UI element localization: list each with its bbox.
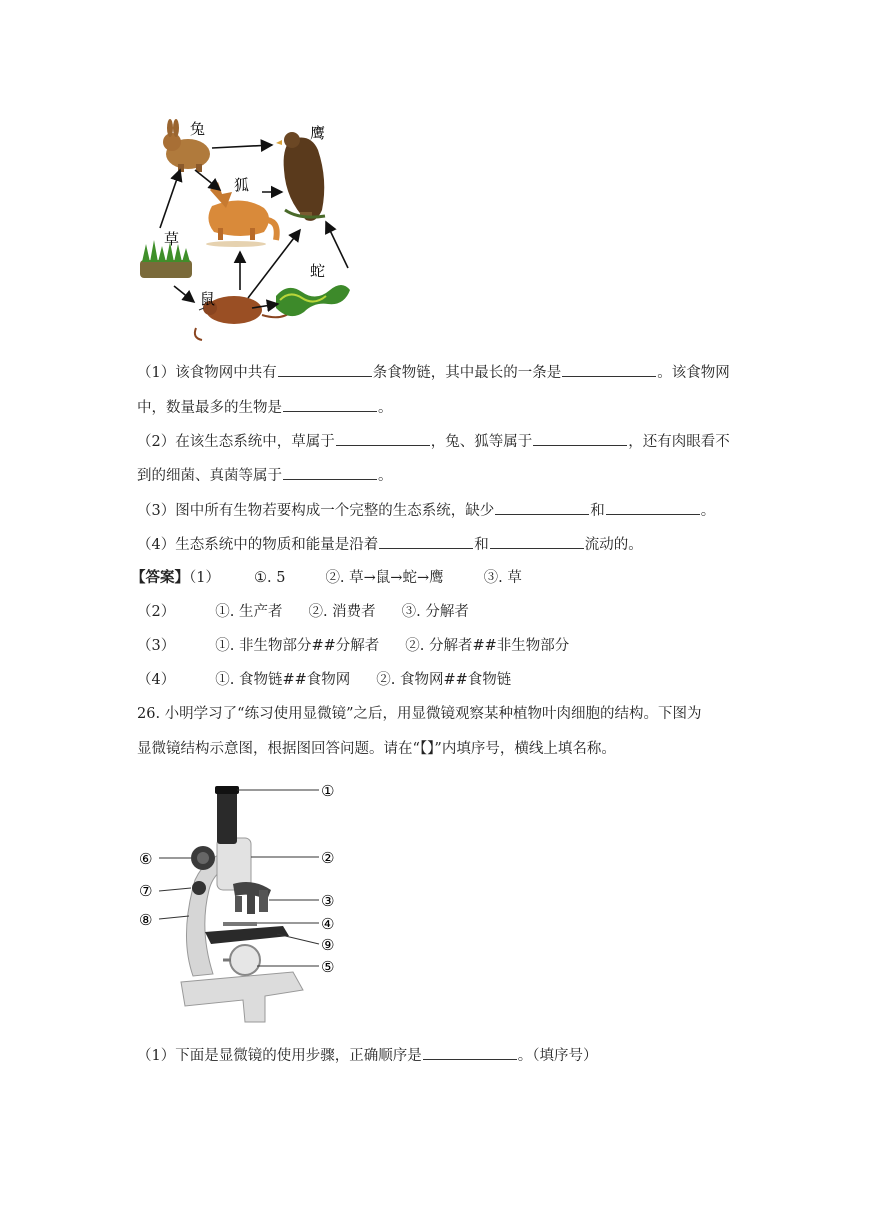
q25-part4: （4）生态系统中的物质和能量是沿着 和 流动的。 (137, 534, 643, 555)
microscope-label-3: ③ (321, 892, 335, 910)
microscope-label-6: ⑥ (139, 850, 153, 868)
label-snake: 蛇 (310, 262, 326, 280)
q26-stem-line2: 显微镜结构示意图，根据图回答问题。请在“【】”内填序号，横线上填名称。 (137, 741, 616, 757)
microscope-label-7: ⑦ (139, 882, 153, 900)
answer-tag: 【答案】 (131, 569, 189, 586)
answer-blank[interactable] (606, 500, 700, 515)
microscope-figure (133, 776, 348, 1030)
answer-blank[interactable] (562, 362, 656, 377)
microscope-label-5: ⑤ (321, 958, 335, 976)
q25-part2-line2: 到的细菌、真菌等属于 。 (137, 465, 393, 486)
answer-row-1: 【答案】（1） ①. 5 ②. 草→鼠→蛇→鹰 ③. 草 (131, 569, 522, 586)
answer-blank[interactable] (379, 534, 473, 549)
food-web-figure (130, 110, 360, 346)
answer-blank[interactable] (278, 362, 372, 377)
answer-blank[interactable] (423, 1045, 517, 1060)
answer-blank[interactable] (495, 500, 589, 515)
answer-row-4: （4） ①. 食物链##食物网 ②. 食物网##食物链 (137, 672, 512, 688)
answer-blank[interactable] (533, 431, 627, 446)
microscope-image (181, 786, 303, 1022)
eagle-image (276, 132, 325, 221)
q25-part2-line1: （2）在该生态系统中，草属于 ，兔、狐等属于 ，还有肉眼看不 (137, 431, 730, 452)
label-rabbit: 兔 (190, 120, 206, 138)
q26-part1: （1）下面是显微镜的使用步骤，正确顺序是 。（填序号） (137, 1045, 597, 1066)
microscope-label-1: ① (321, 782, 335, 800)
microscope-label-4: ④ (321, 915, 335, 933)
snake-image (276, 285, 350, 316)
answer-row-3: （3） ①. 非生物部分##分解者 ②. 分解者##非生物部分 (137, 638, 570, 654)
microscope-label-9: ⑨ (321, 936, 335, 954)
answer-row-2: （2） ①. 生产者 ②. 消费者 ③. 分解者 (137, 604, 469, 620)
answer-blank[interactable] (336, 431, 430, 446)
label-eagle: 鹰 (310, 124, 326, 142)
microscope-label-2: ② (321, 849, 335, 867)
answer-blank[interactable] (490, 534, 584, 549)
answer-blank[interactable] (283, 397, 377, 412)
q26-stem-line1: 26. 小明学习了“练习使用显微镜”之后，用显微镜观察某种植物叶肉细胞的结构。下图为 (137, 706, 702, 722)
answer-blank[interactable] (283, 465, 377, 480)
q25-part1-line1: （1）该食物网中共有 条食物链，其中最长的一条是 。该食物网 (137, 362, 730, 383)
q25-part3: （3）图中所有生物若要构成一个完整的生态系统，缺少 和 。 (137, 500, 715, 521)
label-mouse: 鼠 (200, 290, 216, 308)
label-grass: 草 (164, 230, 180, 248)
label-fox: 狐 (234, 176, 250, 194)
q25-part1-line2: 中，数量最多的生物是 。 (137, 397, 393, 418)
microscope-label-8: ⑧ (139, 911, 153, 929)
